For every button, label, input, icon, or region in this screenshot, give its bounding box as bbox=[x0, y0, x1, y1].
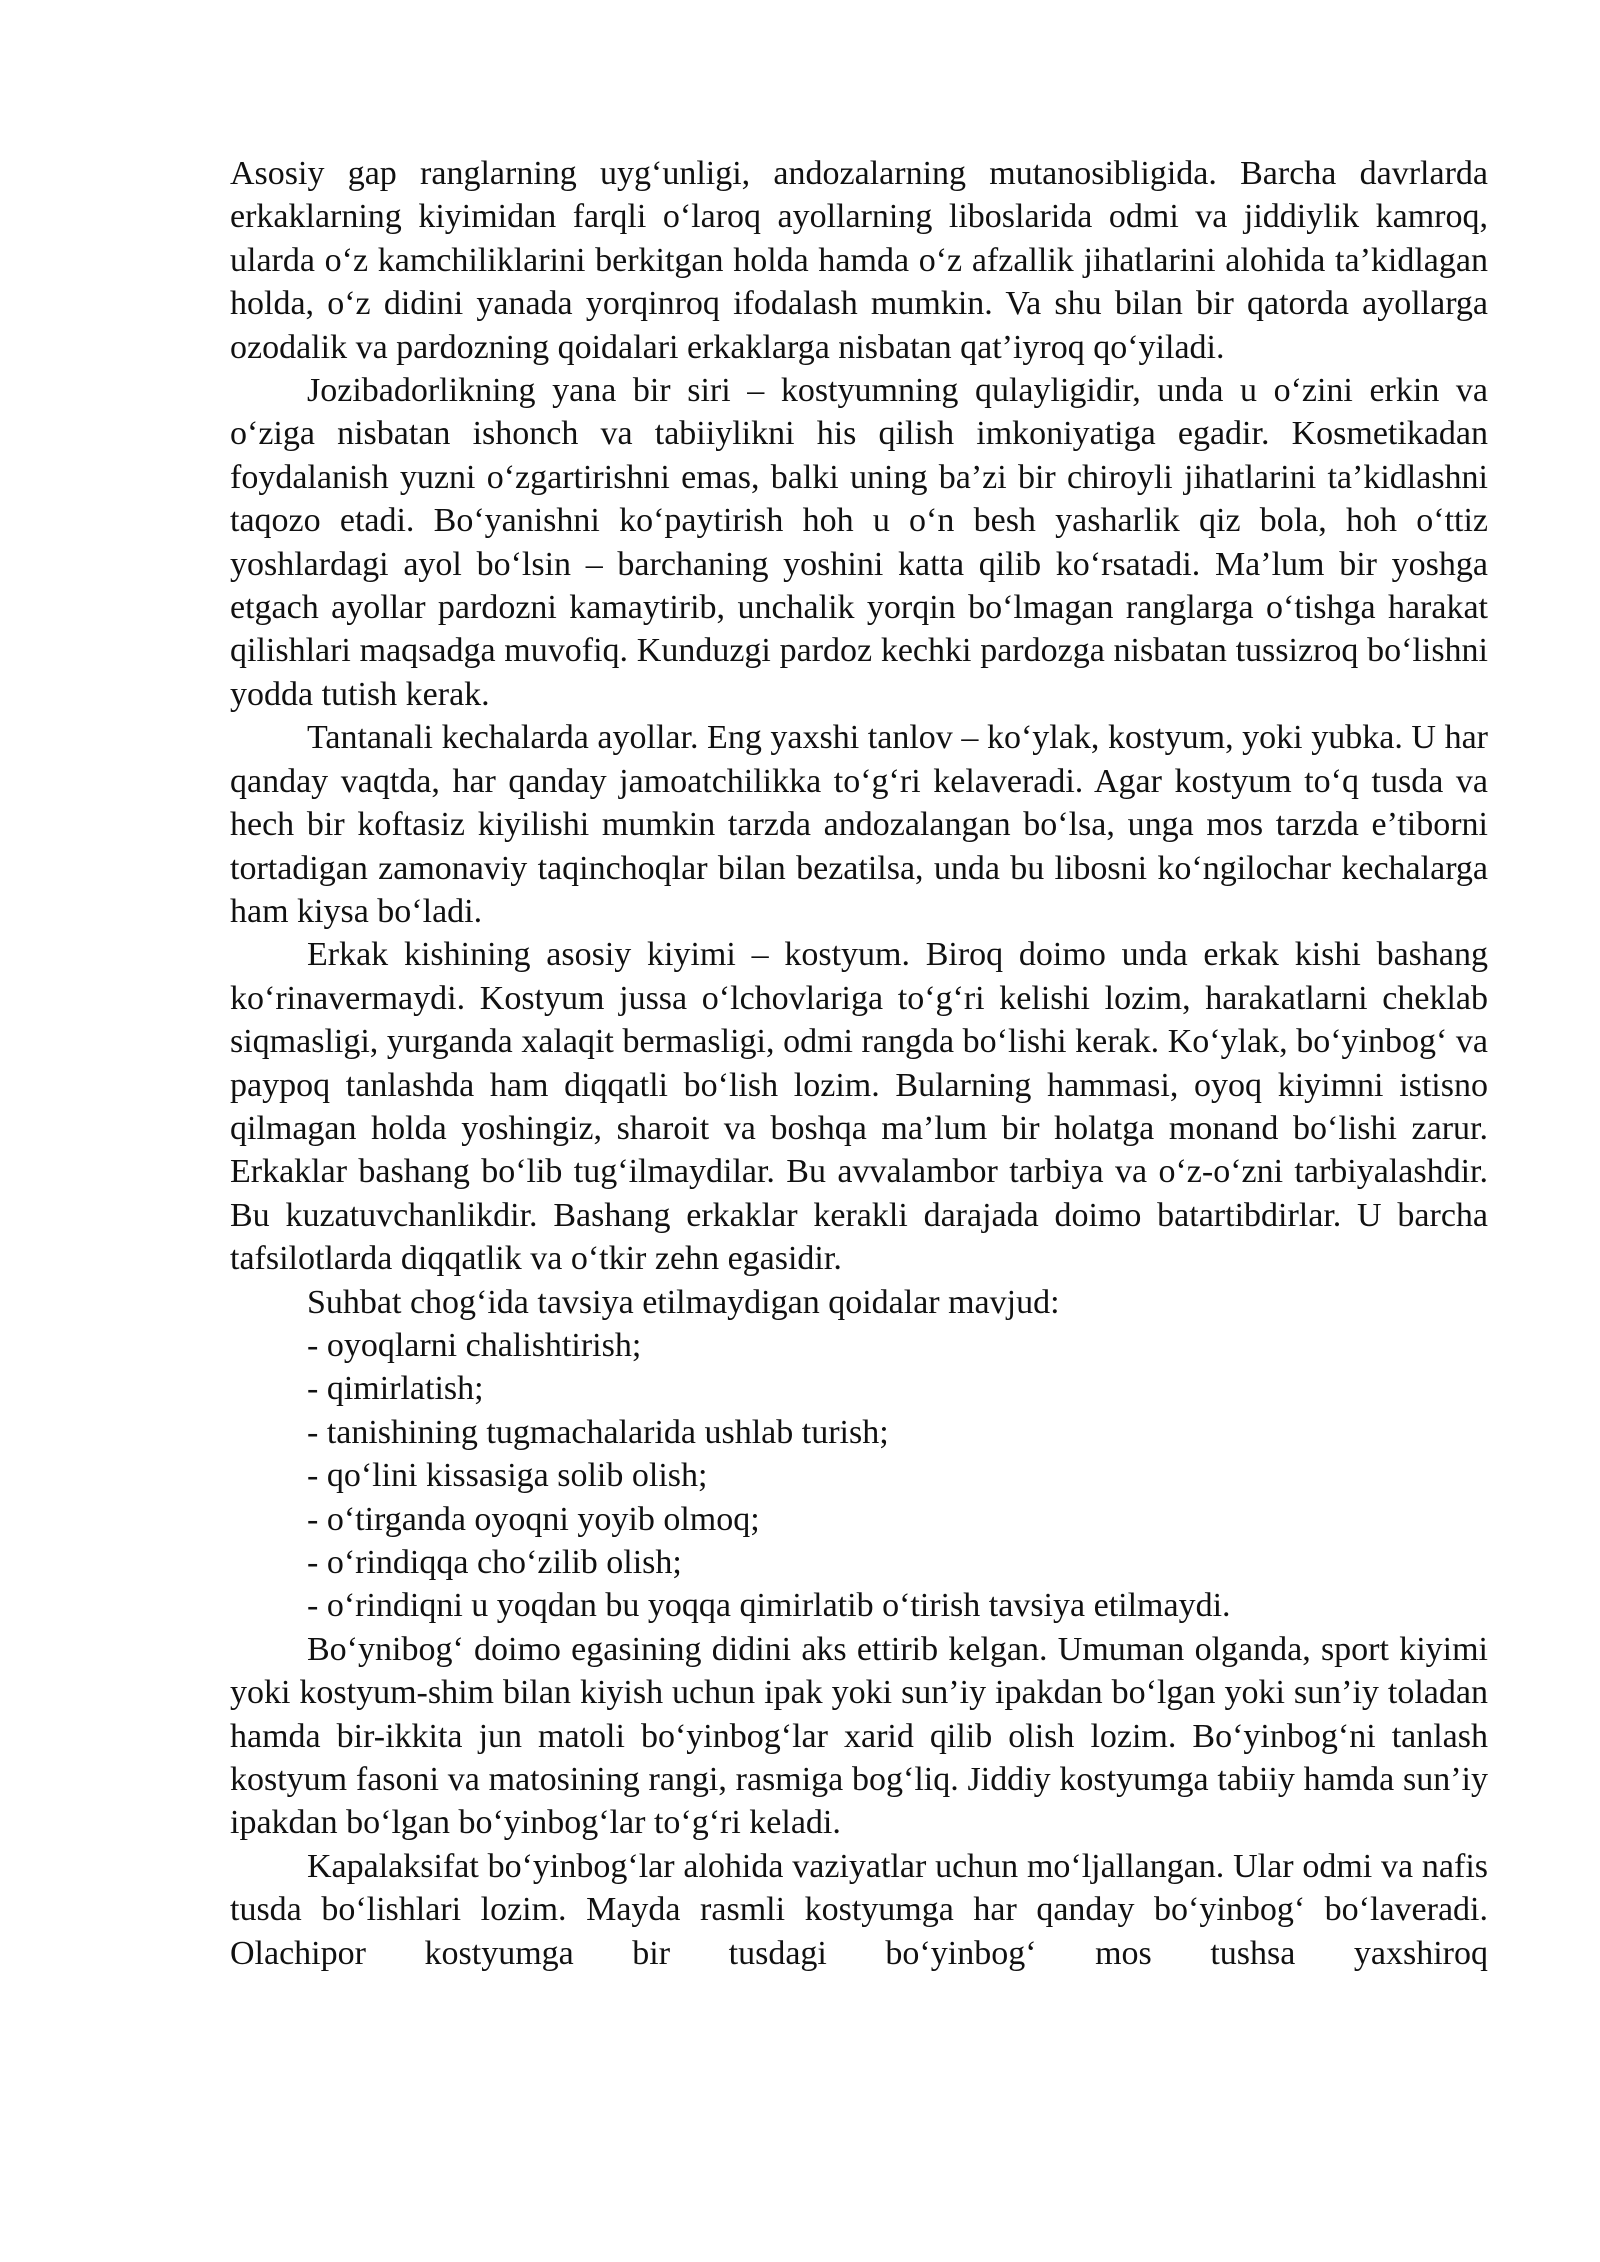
paragraph-3: Tantanali kechalarda ayollar. Eng yaxshi tanlov – ko‘ylak, kostyum, yoki yubka. U har qanday vaqtda, har qanday jamoatchilikka to‘g‘ri kelaveradi. Agar kostyum to‘q tusda va hech bir koftasiz kiyilishi mumkin tarzda andozalangan bo‘lsa, unga mos tarzda e’tiborni tortadigan zamonaviy taqinchoqlar bilan bezatilsa, unda bu libosni ko‘ngilochar kechalarga ham kiysa bo‘ladi. bbox=[230, 719, 1488, 930]
list-item: - oyoqlarni chalishtirish; bbox=[307, 1326, 642, 1364]
rules-list bbox=[230, 1324, 1488, 1628]
list-intro: Suhbat chog‘ida tavsiya etilmaydigan qoidalar mavjud: bbox=[307, 1283, 1060, 1321]
list-item: - o‘rindiqqa cho‘zilib olish; bbox=[307, 1544, 682, 1581]
paragraph-6: Kapalaksifat bo‘yinbog‘lar alohida vaziyatlar uchun mo‘ljallangan. Ular odmi va nafis tusda bo‘lishlari lozim. Mayda rasmli kostyumga har qanday bo‘yinbog‘ bo‘laveradi. Olachipor kostyumga bir tusdagi bo‘yinbog‘ mos tushsa yaxshiroq bbox=[230, 1847, 1488, 1972]
list-item: - qo‘lini kissasiga solib olish; bbox=[307, 1457, 708, 1495]
paragraph-4: Erkak kishining asosiy kiyimi – kostyum. Biroq doimo unda erkak kishi bashang ko‘rinavermaydi. Kostyum jussa o‘lchovlariga to‘g‘ri kelishi lozim, harakatlarni cheklab siqmasligi, yurganda xalaqit bermasligi, odmi rangda bo‘lishi kerak. Ko‘ylak, bo‘yinbog‘ va paypoq tanlashda ham diqqatli bo‘lish lozim. Bularning hammasi, oyoq kiyimni istisno qilmagan holda yoshingiz, sharoit va boshqa ma’lum bir holatga monand bo‘lishi zarur. Erkaklar bashang bo‘lib tug‘ilmaydilar. Bu avvalambor tarbiya va o‘z-o‘zni tarbiyalashdir. Bu kuzatuvchanlikdir. Bashang erkaklar kerakli darajada doimo batartibdirlar. U barcha tafsilotlarda diqqatlik va o‘tkir zehn egasidir. bbox=[230, 936, 1488, 1278]
list-item: - qimirlatish; bbox=[307, 1370, 484, 1408]
list-item: - o‘tirganda oyoqni yoyib olmoq; bbox=[307, 1500, 760, 1538]
document-page bbox=[230, 152, 1488, 1975]
paragraph-5: Bo‘ynibog‘ doimo egasining didini aks ettirib kelgan. Umuman olganda, sport kiyimi yoki kostyum-shim bilan kiyish uchun ipak yoki sun’iy ipakdan bo‘lgan yoki sun’iy toladan hamda bir-ikkita jun matoli bo‘yinbog‘lar xarid qilib olish lozim. Bo‘yinbog‘ni tanlash kostyum fasoni va matosining rangi, rasmiga bog‘liq. Jiddiy kostyumga tabiiy hamda sun’iy ipakdan bo‘lgan bo‘yinbog‘lar to‘g‘ri keladi. bbox=[230, 1630, 1488, 1842]
list-item: - o‘rindiqni u yoqdan bu yoqqa qimirlatib o‘tirish tavsiya etilmaydi. bbox=[307, 1587, 1231, 1625]
paragraph-2: Jozibadorlikning yana bir siri – kostyumning qulayligidir, unda u o‘zini erkin va o‘ziga nisbatan ishonch va tabiiylikni his qilish imkoniyatiga egadir. Kosmetikadan foydalanish yuzni o‘zgartirishni emas, balki uning ba’zi bir chiroyli jihatlarini ta’kidlashni taqozo etadi. Bo‘yanishni ko‘paytirish hoh u o‘n besh yasharlik qiz bola, hoh o‘ttiz yoshlardagi ayol bo‘lsin – barchaning yoshini katta qilib ko‘rsatadi. Ma’lum bir yoshga etgach ayollar pardozni kamaytirib, unchalik yorqin bo‘lmagan ranglarga o‘tishga harakat qilishlari maqsadga muvofiq. Kunduzgi pardoz kechki pardozga nisbatan tussizroq bo‘lishni yodda tutish kerak. bbox=[230, 372, 1488, 713]
list-item: - tanishining tugmachalarida ushlab turish; bbox=[307, 1413, 889, 1451]
paragraph-1: Asosiy gap ranglarning uyg‘unligi, andozalarning mutanosibligida. Barcha davrlarda erkaklarning kiyimidan farqli o‘laroq ayollarning liboslarida odmi va jiddiylik kamroq, ularda o‘z kamchiliklarini berkitgan holda hamda o‘z afzallik jihatlarini alohida ta’kidlagan holda, o‘z didini yanada yorqinroq ifodalash mumkin. Va shu bilan bir qatorda ayollarga ozodalik va pardozning qoidalari erkaklarga nisbatan qat’iyroq qo‘yiladi. bbox=[230, 155, 1488, 366]
